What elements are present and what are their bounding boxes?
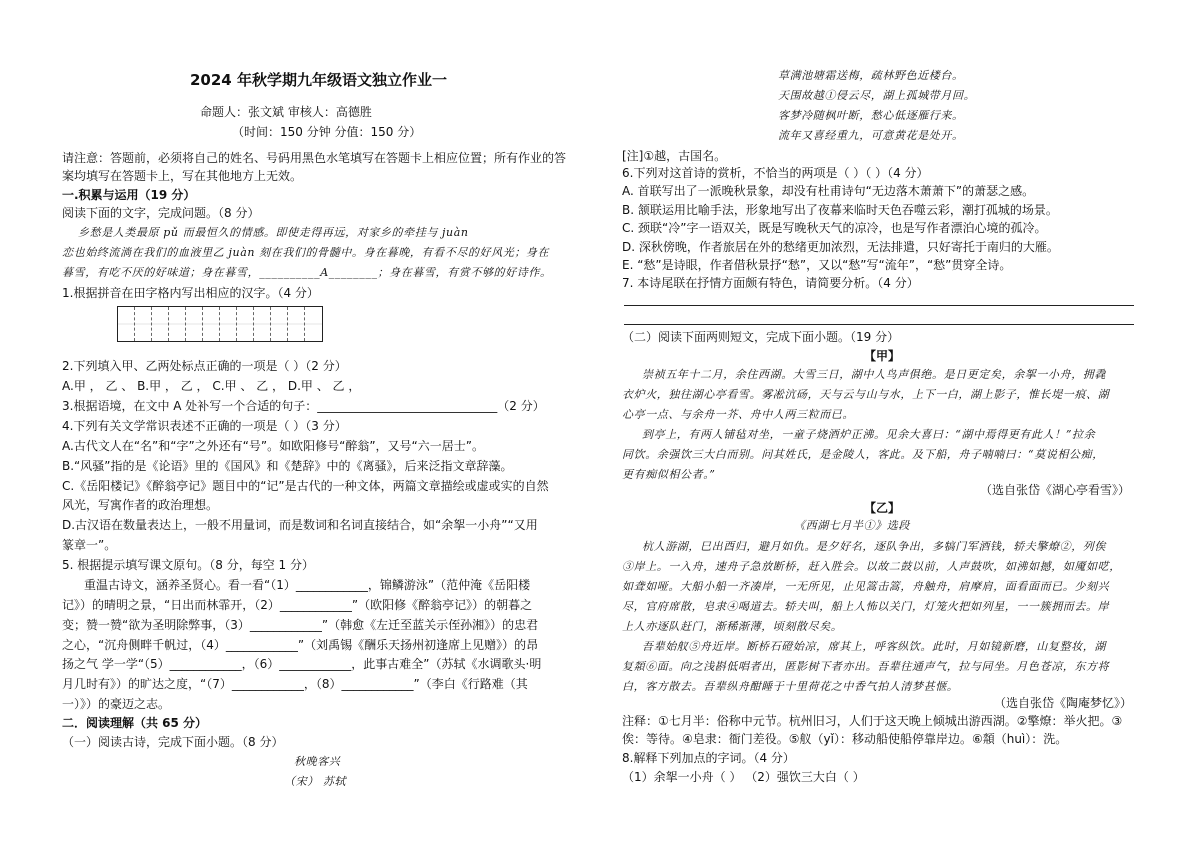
left-text-line: 1.根据拼音在田字格内写出相应的汉字。（4 分） <box>62 286 319 300</box>
left-text-line: A.古代文人在“名”和“字”之外还有“号”。如欧阳修号“醉翁”，又号“六一居士”。 <box>62 439 484 453</box>
right-text-line: 天围故越①侵云尽，湖上孤城带月回。 <box>778 89 976 102</box>
left-text-line: （时间：150 分钟 分值：150 分） <box>232 125 422 139</box>
left-text-line: 秋晚客兴 <box>294 755 341 768</box>
right-text-line: 注释：①七月半：俗称中元节。杭州旧习，人们于这天晚上倾城出游西湖。②擎燎：举火把。③ <box>622 714 1123 728</box>
left-text-line: 2.下列填入甲、乙两处标点正确的一项是（ ）（2 分） <box>62 359 347 373</box>
left-text-line: 一.积累与运用（19 分） <box>62 188 196 202</box>
left-text-line: 月几时有》）的旷达之度，“（7）____________，（8）____________”（李白《行路难（其 <box>62 677 528 691</box>
right-text-line: 更有痴似相公者。” <box>622 468 716 481</box>
right-text-line: 【乙】 <box>864 501 901 515</box>
right-text-line: 吾辈始舣⑤舟近岸。断桥石磴始凉，席其上，呼客纵饮。此时，月如镜新磨，山复整妆，湖 <box>642 640 1106 653</box>
left-text-line: 一）》）的豪迈之志。 <box>62 697 171 711</box>
right-text-line: 同饮。余强饮三大白而别。问其姓氏，是金陵人，客此。及下船，舟子喃喃曰：“莫说相公痴， <box>622 448 1104 461</box>
right-text-line: 客梦冷随枫叶断，愁心低逐雁行来。 <box>778 109 964 122</box>
right-text-line: 复頮⑥面。向之浅斟低唱者出，匿影树下者亦出。吾辈往通声气，拉与同坐。月色苍凉，东方将 <box>622 660 1110 673</box>
left-text-line: 暮雪，有吃不厌的好味道；身在暮雪，__________A________；身在暮雪，有赏不够的好诗作。 <box>62 266 552 279</box>
right-text-line: [注]①越，古国名。 <box>622 149 727 163</box>
right-text-line: 俟：等待。④皂隶：衙门差役。⑤舣（yǐ）：移动船使船停靠岸边。⑥頮（huì）：洗。 <box>622 732 1068 746</box>
left-text-line: 请注意：答题前，必须将自己的姓名、号码用黑色水笔填写在答题卡上相应位置；所有作业的答 <box>62 151 567 165</box>
right-text-line: 6.下列对这首诗的赏析，不恰当的两项是（ ）（ ）（4 分） <box>622 166 929 180</box>
left-text-line: （一）阅读古诗，完成下面小题。（8 分） <box>62 735 284 749</box>
left-text-line: 之心，“沉舟侧畔千帆过，（4）____________”（刘禹锡《酬乐天扬州初逢席上见赠》）的昂 <box>62 638 539 652</box>
right-text-line: 上人亦逐队赶门，渐稀渐薄，顷刻散尽矣。 <box>622 620 843 633</box>
left-text-line: B.“风骚”指的是《论语》里的《国风》和《楚辞》中的《离骚》，后来泛指文章辞藻。 <box>62 459 513 473</box>
answer-line-1 <box>624 305 1134 306</box>
left-text-line: A.甲 ， 乙 、 B.甲 ， 乙 ， C.甲 、 乙 ， D.甲 、 乙 ， <box>62 379 361 393</box>
left-text-line: 二．阅读理解（共 65 分） <box>62 716 208 730</box>
right-text-line: 草满池塘霜送梅，疏林野色近楼台。 <box>778 69 964 82</box>
right-text-line: C. 颈联“冷”字一语双关，既是写晚秋天气的凉冷，也是写作者漂泊心境的孤冷。 <box>622 221 1047 235</box>
right-text-line: 衣炉火，独往湖心亭看雪。雾凇沆砀，天与云与山与水，上下一白，湖上影子，惟长堤一痕、湖 <box>622 388 1110 401</box>
right-text-line: B. 颔联运用比喻手法，形象地写出了夜幕来临时天色吞噬云彩，潮打孤城的场景。 <box>622 203 1058 217</box>
left-text-line: 2024 年秋学期九年级语文独立作业一 <box>190 71 447 89</box>
right-text-line: （1）余挐一小舟（ ） （2）强饮三大白（ ） <box>622 770 865 784</box>
right-text-line: （二）阅读下面两则短文，完成下面小题。（19 分） <box>622 330 900 344</box>
right-text-line: A. 首联写出了一派晚秋景象，却没有杜甫诗句“无边落木萧萧下”的萧瑟之感。 <box>622 184 1035 198</box>
left-text-line: 命题人：张文斌 审核人：高德胜 <box>200 105 372 119</box>
right-text-line: 如聋如哑。大船小船一齐凑岸，一无所见，止见篙击篙，舟触舟，肩摩肩，面看面而已。少刻兴 <box>622 580 1110 593</box>
right-text-line: ③岸上。一入舟，速舟子急放断桥，赶入胜会。以故二鼓以前，人声鼓吹，如沸如撼，如魇如呓， <box>622 560 1121 573</box>
left-text-line: 重温古诗文，涵养圣贤心。看一看“（1）____________，锦鳞游泳”（范仲淹《岳阳楼 <box>84 578 531 592</box>
right-text-line: 《西湖七月半①》选段 <box>794 519 910 532</box>
left-text-line: 5. 根据提示填写课文原句。（8 分，每空 1 分） <box>62 558 314 572</box>
left-text-line: 4.下列有关文学常识表述不正确的一项是（ ）（3 分） <box>62 419 347 433</box>
right-text-line: 尽，官府席散，皂隶④喝道去。轿夫叫，船上人怖以关门，灯笼火把如列星，一一簇拥而去。岸 <box>622 600 1110 613</box>
right-text-line: E. “愁”是诗眼，作者借秋景抒“愁”，又以“愁”写“流年”，“愁”贯穿全诗。 <box>622 258 1012 272</box>
right-text-line: 杭人游湖，巳出酉归，避月如仇。是夕好名，逐队争出，多犒门军酒钱，轿夫擎燎②，列俟 <box>642 540 1106 553</box>
right-text-line: （选自张岱《陶庵梦忆》） <box>994 696 1133 710</box>
tianzige-grid[interactable] <box>117 306 323 342</box>
left-text-line: （宋） 苏轼 <box>284 775 347 788</box>
left-text-line: C.《岳阳楼记》《醉翁亭记》题目中的“记”是古代的一种文体，两篇文章描绘或虚或实的自然 <box>62 479 549 493</box>
left-text-line: 恋也始终流淌在我们的血液里乙 juàn 刻在我们的骨髓中。身在暮晚，有看不尽的好风光；身在 <box>62 246 550 259</box>
answer-line-2 <box>624 324 1134 325</box>
left-text-line: 案均填写在答题卡上，写在其他地方上无效。 <box>62 169 303 183</box>
right-text-line: 崇祯五年十二月，余住西湖。大雪三日，湖中人鸟声俱绝。是日更定矣，余挐一小舟，拥毳 <box>642 368 1106 381</box>
left-text-line: 记》）的晴明之景，“日出而林霏开，（2）____________”（欧阳修《醉翁亭记》）的朝暮之 <box>62 598 533 612</box>
right-text-line: 【甲】 <box>864 349 901 363</box>
left-text-line: 3.根据语境，在文中 A 处补写一个合适的句子：______________________________（2 分） <box>62 399 545 413</box>
right-text-line: D. 深秋傍晚，作者旅居在外的愁绪更加浓烈，无法排遣，只好寄托于南归的大雁。 <box>622 240 1059 254</box>
right-text-line: 流年又喜经重九，可意黄花是处开。 <box>778 129 964 142</box>
left-text-line: 乡愁是人类最原 pǔ 而最恒久的情感。即使走得再远，对家乡的牵挂与 juàn <box>78 226 469 239</box>
left-text-line: 篆章一”。 <box>62 538 117 552</box>
left-text-line: 风光，写寓作者的政治理想。 <box>62 498 219 512</box>
left-text-line: D.古汉语在数量表达上，一般不用量词，而是数词和名词直接结合，如“余挐一小舟”“又用 <box>62 518 538 532</box>
right-text-line: 8.解释下列加点的字词。（4 分） <box>622 751 795 765</box>
right-text-line: （选自张岱《湖心亭看雪》） <box>980 483 1131 497</box>
left-text-line: 扬之气 学一学“（5）____________，（6）____________，此事古难全”（苏轼《水调歌头·明 <box>62 657 542 671</box>
right-text-line: 白，客方散去。吾辈纵舟酣睡于十里荷花之中香气拍人清梦甚惬。 <box>622 680 959 693</box>
right-text-line: 到亭上，有两人铺毡对坐，一童子烧酒炉正沸。见余大喜曰：“湖中焉得更有此人！”拉余 <box>642 428 1096 441</box>
right-text-line: 心亭一点、与余舟一芥、舟中人两三粒而已。 <box>622 408 854 421</box>
left-text-line: 阅读下面的文字，完成问题。（8 分） <box>62 206 260 220</box>
left-text-line: 变；赞一赞“欲为圣明除弊事，（3）____________”（韩愈《左迁至蓝关示侄孙湘》）的忠君 <box>62 618 539 632</box>
right-text-line: 7. 本诗尾联在抒情方面颇有特色，请简要分析。（4 分） <box>622 276 919 290</box>
